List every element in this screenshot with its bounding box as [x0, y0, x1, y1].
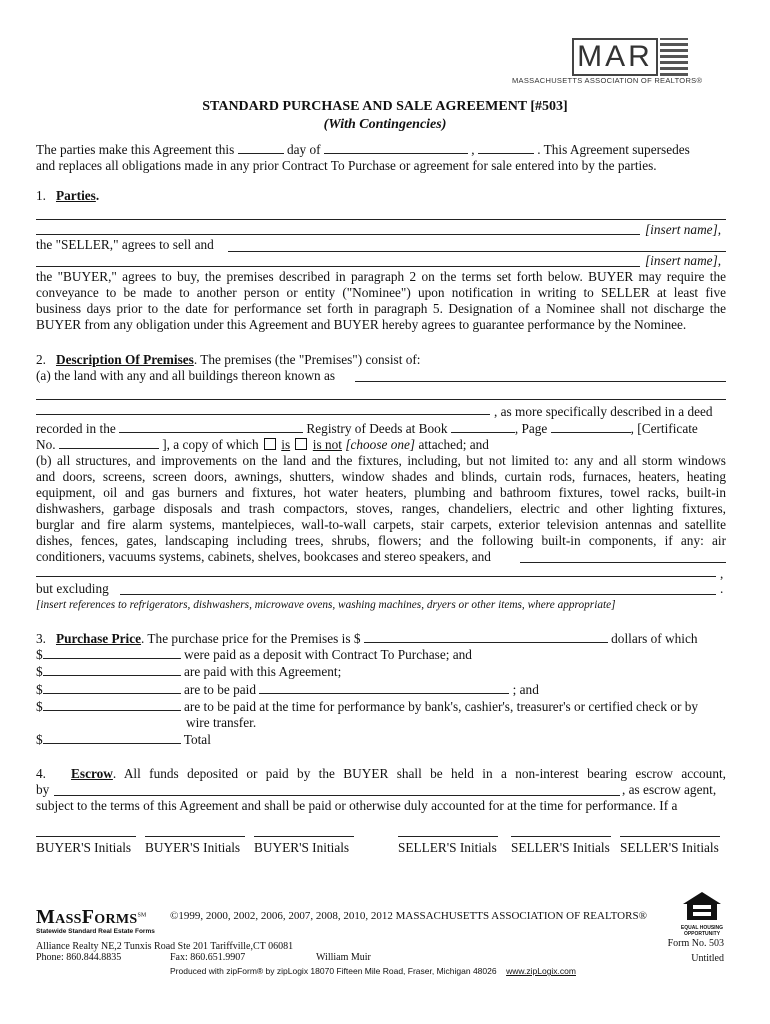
buyer-text-1: the "BUYER," agrees to buy, the premises described in paragraph 2 on the terms set forth below. BUYER may require the: [36, 269, 726, 284]
escrow-by-label: by: [36, 782, 50, 797]
seller-initials-field-1[interactable]: [398, 836, 498, 837]
intro-line-2: and replaces all obligations made in any prior Contract To Purchase or agreement for sale entered into by the parties.: [36, 158, 657, 173]
deed-text: , as more specifically described in a deed: [494, 404, 713, 419]
fixtures-text-3: equipment, oil and gas burners and fixtures, hot water heaters, plumbing and bathroom fixtures, towel racks, built-in: [36, 485, 726, 500]
mar-logo-letters: MAR: [572, 38, 658, 76]
fixtures-text-2: and doors, screens, screen doors, awnings, shutters, window shades and blinds, curtain rods, furnaces, heaters, heating: [36, 469, 726, 484]
section-4-heading: 4. Escrow. All funds deposited or paid by the BUYER shall be held in a non-interest bearing escrow account,: [36, 766, 726, 781]
buyer-text-4: BUYER from any obligation under this Agreement and BUYER hereby agrees to guarantee performance by the Nominee.: [36, 317, 687, 332]
buyer-initials-field-2[interactable]: [145, 836, 245, 837]
equal-housing-house-icon: [681, 890, 723, 926]
mar-logo: [572, 38, 690, 78]
price-row-3: $ are to be paid ; and: [36, 682, 539, 697]
book-field[interactable]: [451, 421, 515, 433]
office-phone: Phone: 860.844.8835: [36, 952, 122, 963]
mar-org-name: MASSACHUSETTS ASSOCIATION OF REALTORS®: [512, 76, 703, 85]
excluding-period: .: [720, 581, 724, 596]
form-untitled: Untitled: [691, 953, 724, 964]
buyer-name-line-2[interactable]: [36, 266, 640, 267]
section-3-heading: 3. Purchase Price. The purchase price for the Premises is $ dollars of which: [36, 631, 698, 646]
components-comma: ,: [720, 566, 724, 581]
seller-agrees-line: the "SELLER," agrees to sell and: [36, 237, 214, 252]
equal-housing-text: EQUAL HOUSING OPPORTUNITY: [680, 925, 724, 937]
seller-initials-field-3[interactable]: [620, 836, 720, 837]
buyer-initials-label-2: BUYER'S Initials: [145, 840, 241, 855]
premises-a-label: (a) the land with any and all buildings thereon known as: [36, 368, 336, 383]
buyer-initials-label-3: BUYER'S Initials: [254, 840, 350, 855]
escrow-agent-field[interactable]: [54, 795, 620, 796]
seller-initials-label-3: SELLER'S Initials: [620, 840, 719, 855]
massforms-tm: SM: [137, 912, 147, 919]
fixtures-text-4: dishwashers, garbage disposals and trash compactors, stoves, ranges, chandeliers, electric and other lighting fixtures,: [36, 501, 726, 516]
equal-housing-icon: [681, 890, 723, 926]
page-title: STANDARD PURCHASE AND SALE AGREEMENT [#503]: [202, 99, 568, 114]
section-2-heading: 2. Description Of Premises. The premises (the "Premises") consist of:: [36, 352, 421, 367]
page-subtitle: (With Contingencies): [323, 117, 447, 132]
components-field[interactable]: [520, 562, 726, 563]
seller-initials-label-1: SELLER'S Initials: [398, 840, 497, 855]
excluding-label: but excluding: [36, 581, 109, 596]
seller-name-line-2[interactable]: [36, 234, 640, 235]
certificate-no-field[interactable]: [59, 437, 159, 449]
price-row-2: $ are paid with this Agreement;: [36, 664, 342, 679]
agreement-amount-field[interactable]: [43, 664, 181, 676]
escrow-agent-text: , as escrow agent,: [622, 782, 717, 797]
massforms-logo: [36, 906, 146, 929]
page-field[interactable]: [551, 421, 631, 433]
section-1-heading: 1. Parties.: [36, 188, 100, 203]
seller-name-line-1[interactable]: [36, 219, 726, 220]
fixtures-text-5: burglar and fire alarm systems, mantelpieces, wall-to-wall carpets, stair carpets, exterior television antennas and satellite: [36, 517, 726, 532]
office-fax: Fax: 860.651.9907: [170, 952, 246, 963]
day-field[interactable]: [238, 142, 284, 154]
fixtures-text-6: dishes, fences, gates, landscaping including trees, shrubs, flowers; and the following built-in components, if any: air: [36, 533, 726, 548]
building-icon: [660, 38, 688, 76]
buyer-initials-label-1: BUYER'S Initials: [36, 840, 132, 855]
to-be-paid-date-field[interactable]: [259, 682, 509, 694]
wire-transfer: wire transfer.: [186, 715, 257, 730]
intro-line-1: The parties make this Agreement this day of , . This Agreement supersedes: [36, 142, 690, 157]
price-row-total: $ Total: [36, 732, 211, 747]
agent-name: William Muir: [316, 952, 371, 963]
premises-address-line-3[interactable]: [36, 414, 490, 415]
massforms-tagline: Statewide Standard Real Estate Forms: [36, 928, 155, 935]
month-field[interactable]: [324, 142, 468, 154]
fixtures-text-7: conditioners, vacuums systems, cabinets, shelves, bookcases and stereo speakers, and: [36, 549, 491, 564]
buyer-text-3: business days prior to the date for performance set forth in paragraph 5. Designation of a Nominee shall not discharge the: [36, 301, 726, 316]
year-field[interactable]: [478, 142, 534, 154]
buyer-initials-field-3[interactable]: [254, 836, 354, 837]
fixtures-text-1: (b) all structures, and improvements on the land and the fixtures, including, but not limited to: any and all storm windows: [36, 453, 726, 468]
price-row-4: $ are to be paid at the time for performance by bank's, cashier's, treasurer's or certified check or by: [36, 699, 699, 714]
is-not-checkbox[interactable]: [295, 438, 307, 450]
seller-initials-field-2[interactable]: [511, 836, 611, 837]
is-checkbox[interactable]: [264, 438, 276, 450]
balance-amount-field[interactable]: [43, 699, 181, 711]
components-line-2[interactable]: [36, 576, 716, 577]
premises-address-line-2[interactable]: [36, 399, 726, 400]
massforms-brand: MassForms: [36, 906, 138, 928]
buyer-text-2: conveyance to be made to another person or entity ("Nominee") upon notification in writing to SELLER at least five: [36, 285, 726, 300]
buyer-initials-field-1[interactable]: [36, 836, 136, 837]
excluding-note: [insert references to refrigerators, dishwashers, microwave ovens, washing machines, dryers or other items, where appropriate]: [36, 599, 616, 611]
deposit-amount-field[interactable]: [43, 647, 181, 659]
to-be-paid-amount-field[interactable]: [43, 682, 181, 694]
excluding-field[interactable]: [120, 594, 716, 595]
recorded-line: recorded in the Registry of Deeds at Book , Page , [Certificate: [36, 421, 698, 436]
buyer-name-line-1[interactable]: [228, 251, 726, 252]
produced-with: Produced with zipForm® by zipLogix 18070 Fifteen Mile Road, Fraser, Michigan 48026 www.zipLogix.com: [170, 966, 576, 976]
ziplogix-link[interactable]: www.zipLogix.com: [506, 966, 576, 976]
certificate-line: No. ], a copy of which is is not [choose one] attached; and: [36, 437, 489, 452]
escrow-text-3: subject to the terms of this Agreement and shall be paid or otherwise duly accounted for at the time for performance. If a: [36, 798, 678, 813]
office-address: Alliance Realty NE,2 Tunxis Road Ste 201 Tariffville,CT 06081: [36, 941, 294, 952]
premises-address-line-1[interactable]: [355, 381, 726, 382]
form-number: Form No. 503: [667, 938, 724, 949]
total-amount-field[interactable]: [43, 732, 181, 744]
buyer-insert-name: [insert name],: [645, 253, 722, 268]
seller-insert-name: [insert name],: [645, 222, 722, 237]
purchase-price-field[interactable]: [364, 631, 608, 643]
registry-field[interactable]: [119, 421, 303, 433]
seller-initials-label-2: SELLER'S Initials: [511, 840, 610, 855]
footer-copyright: ©1999, 2000, 2002, 2006, 2007, 2008, 2010, 2012 MASSACHUSETTS ASSOCIATION OF REALTORS®: [170, 910, 647, 922]
price-row-1: $ were paid as a deposit with Contract To Purchase; and: [36, 647, 472, 662]
